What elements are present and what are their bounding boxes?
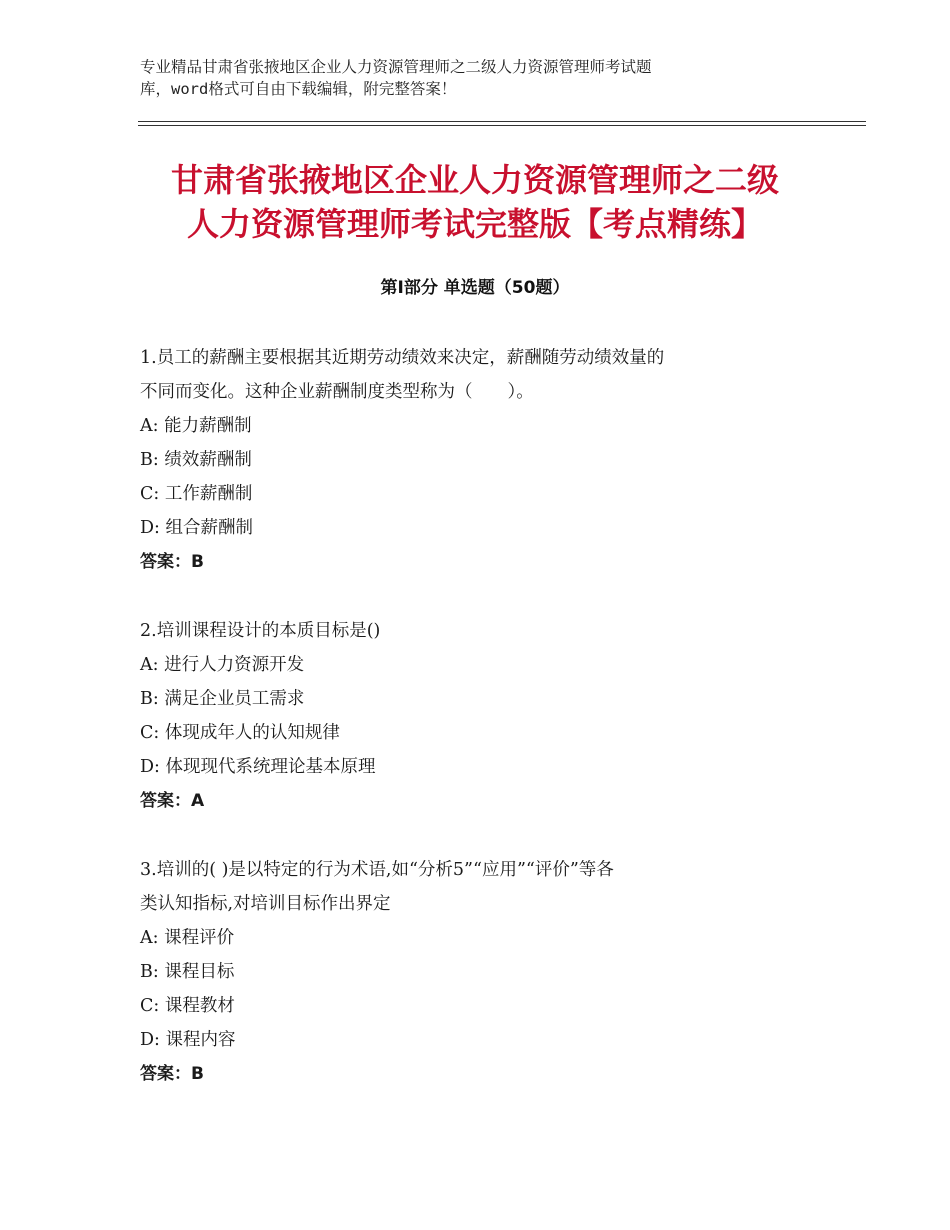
question-1-option-a: A: 能力薪酬制 [140,416,252,436]
question-1-answer: 答案：B [140,552,204,572]
question-3-stem-line-1: 3.培训的( )是以特定的行为术语,如“分析5”“应用”“评价”等各 [140,860,614,880]
question-3-option-c: C: 课程教材 [140,996,235,1016]
question-1 [140,341,830,579]
header-note-line-1: 专业精品甘肃省张掖地区企业人力资源管理师之二级人力资源管理师考试题 [140,58,652,76]
question-2-stem-line-1: 2.培训课程设计的本质目标是() [140,621,381,641]
question-2-option-c: C: 体现成年人的认知规律 [140,723,340,743]
question-2-option-a: A: 进行人力资源开发 [140,655,305,675]
question-3-answer: 答案：B [140,1064,204,1084]
question-1-stem-line-1: 1.员工的薪酬主要根据其近期劳动绩效来决定，薪酬随劳动绩效量的 [140,348,665,368]
document-title-line-2: 人力资源管理师考试完整版【考点精练】 [186,205,763,243]
header-rule-bottom [138,125,866,126]
question-2-answer: 答案：A [140,791,205,811]
question-3-option-b: B: 课程目标 [140,962,235,982]
question-1-stem-line-2: 不同而变化。这种企业薪酬制度类型称为（ ）。 [140,382,534,402]
question-2-option-b: B: 满足企业员工需求 [140,689,305,709]
question-2 [140,614,830,818]
question-3-option-a: A: 课程评价 [140,928,235,948]
question-1-option-d: D: 组合薪酬制 [140,518,253,538]
header-rule-top [138,121,866,122]
section-heading: 第Ⅰ部分 单选题（50题） [380,278,570,298]
question-3 [140,853,830,1091]
page-header-note [140,56,840,100]
document-title [100,158,850,246]
question-3-option-d: D: 课程内容 [140,1030,236,1050]
document-title-line-1: 甘肃省张掖地区企业人力资源管理师之二级 [170,161,779,199]
question-1-option-b: B: 绩效薪酬制 [140,450,252,470]
question-1-option-c: C: 工作薪酬制 [140,484,253,504]
question-3-stem-line-2: 类认知指标,对培训目标作出界定 [140,894,391,914]
question-2-option-d: D: 体现现代系统理论基本原理 [140,757,376,777]
header-note-line-2: 库，word格式可自由下载编辑，附完整答案！ [140,80,457,98]
